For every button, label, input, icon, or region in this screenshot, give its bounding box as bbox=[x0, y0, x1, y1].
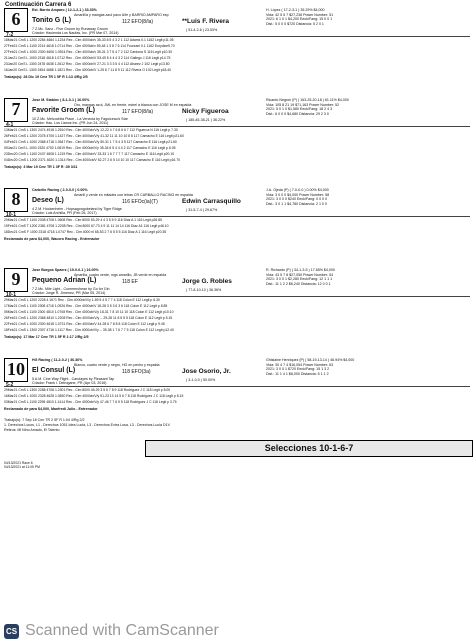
jockey: **Luis F. Rivera bbox=[182, 18, 229, 25]
career-stats-line: 2021: 5 0 1 0 $1,580 Eeck/Fang: 18 2 4 3 bbox=[266, 107, 333, 112]
career-stats-line: Dist.: 11 1 2 2 $6,240 Distancia: 12 0 0 1 bbox=[266, 281, 331, 286]
post-position-box bbox=[4, 188, 28, 212]
past-performance-row bbox=[4, 146, 470, 151]
past-performance-text: 18Dec21 CmS F 1000 2318 4718 1.0747 Rec - Clm 4000 nl 65-53 2 7 6 5 5 5 116 Diaz A 1 116 Legit p20.35 bbox=[4, 230, 167, 234]
past-performance-text: 27Feb21 CmS L 1100 2214 4618 1.0714 Rec - Clm 4000cb/v 59-48 1 3 8 7 6 114 Fourzani 0.1 1162 Eurydice9.70 bbox=[4, 44, 175, 48]
past-performance-row bbox=[4, 328, 470, 333]
morning-line-odds: 10-1 bbox=[6, 212, 17, 218]
past-performance-row bbox=[4, 224, 470, 229]
career-stats-line: Dist.: 6 0 0 0 $4,680 Distancia: 29 2 3 0 bbox=[266, 111, 329, 116]
silks-colors: Amarill/a y mangas azul pavo A/fe y BARRIO AMPARO esp bbox=[74, 13, 169, 17]
career-stats-line: Vida: 105 8 21 19 $71,163 Power Number: 52 bbox=[266, 102, 340, 107]
horse-name: Tonito G (L) bbox=[32, 17, 72, 24]
timestamp-line: 04/13/2021 at 11:05 PM bbox=[4, 465, 40, 469]
past-performance-row bbox=[4, 394, 470, 399]
past-performance-row bbox=[4, 140, 470, 145]
jockey: Edwin Carrasquillo bbox=[182, 198, 241, 205]
career-stats-line: Vida: 42 5 5 7 $27,236 Power Number: 51 bbox=[266, 12, 334, 17]
horse-name: Deseo (L) bbox=[32, 197, 64, 204]
past-performance-text: 21Jan21 CmS L 1000 2318 4618 1.0712 Rec - Clm 4000cb/V 53-49 5 4 4 4 3 2 114 Gallego J 116 Legit p14.75 bbox=[4, 56, 171, 60]
workout-note: Trabajo(s): 17 Mar 17 Cmr TR 1 5F R 1:17 2/Rg 2/5 bbox=[4, 335, 89, 339]
post-position-box bbox=[4, 98, 28, 122]
pedigree: 7 Z.Mc. Sanz - Five Groom by Runaway Groom bbox=[32, 27, 108, 31]
camscanner-watermark bbox=[4, 622, 219, 640]
past-performance-row bbox=[4, 56, 470, 61]
past-performance-text: 13Mar21 CmS L 1300 2474 4918 1.2510 Rec - Clm 4000cb/V/y 12-22 4 7 6 8 6 6 7 112 Figueroa N 116 Legit p 7.30 bbox=[4, 128, 178, 132]
breeder: Criador: Hacienda Los Naufas, Inc. (PR Mar 07, 2014) bbox=[32, 31, 119, 35]
past-performance-text: 20Mar21 CmS T 1100 2308 4708 1.0608 Rec - Clm 8000 53-29 4 4 3 5 5 9 116 Diaz A 1 116 Legit p26.85 bbox=[4, 218, 163, 222]
morning-line-odds: 5-2 bbox=[6, 382, 14, 388]
career-stats-line: 2021: 3 0 0 1 $2,280 Eeck/Fang: 12 1 1 1 bbox=[266, 277, 333, 282]
camscanner-icon: CS bbox=[4, 624, 19, 639]
past-performance-row bbox=[4, 62, 470, 67]
past-performance-row bbox=[4, 400, 470, 405]
breeder: Criador: Frank I. Delrogane, PR (Apr 03, 2016) bbox=[32, 381, 107, 385]
silks-colors: Amarill y verde en mitades con letras CR CARBALLO RACING en espalda bbox=[74, 193, 193, 197]
pedigree: 5 A.M. Cine Way Flight - Carolayes by Pleasant Tap bbox=[32, 377, 115, 381]
breeder: Criador: Hac. Los Llanos Inc. (PR Jun 24, 2011) bbox=[32, 121, 109, 125]
divider bbox=[4, 126, 470, 127]
past-performance-row bbox=[4, 68, 470, 73]
morning-line-odds: 10-1 bbox=[6, 292, 17, 298]
owner: HG Racing ( 11-2-0-2 ) 36.36% bbox=[32, 358, 83, 362]
past-performance-text: 04Feb21 CmS L 1000 2368 4718 1.0547 Rec - Clm 4000cb/V/y 50-31 1 7 5 4 3 5 117 Camacho E 116 Legit p21.60 bbox=[4, 140, 177, 144]
breeder: Criador: Jorge R. Jimenez, PR (Mar 05, 2014) bbox=[32, 291, 106, 295]
horse-name: Pequeno Adrian (L) bbox=[32, 277, 97, 284]
past-performance-row bbox=[4, 134, 470, 139]
career-stats-line: Ghislaine Henriquez (P) ( 58-19-13-14 ) 46.94% $4,000 bbox=[266, 358, 355, 362]
past-performance-text: 18Mar21 CmS L 1200 2284 4684 1.1234 Rec - Clm 4000cb/v 35-33 8 5 4 3 2 1 112 Adams 0.1 1162 Legit p11.05 bbox=[4, 38, 174, 42]
post-position-box bbox=[4, 8, 28, 32]
past-performance-row bbox=[4, 44, 470, 49]
past-performance-text: 16Jan20 CmS L 1300 2454 4688 1.1821 Rec - Clm 4000cb/V 1-25 6 7 11 8 9 11 112 Rivera O 102 Legit p18.40 bbox=[4, 68, 172, 72]
pedigree: 4 Z.M. Hockenheim - Hopsagongobeland by Tiger Ridge bbox=[32, 207, 122, 211]
workout-note: Trabajo(s): 28 Dic 19 Cmr TR 1 5F R 1:13 4/Rg 2/5 bbox=[4, 75, 88, 79]
past-performance-text: 17Mar21 CmS L 1100 2308 4718 1.0926 Rec - Clm 4000cb/V 18-28 3 5 3 6 3 6 118 Colon E 112 Legit p 8.85 bbox=[4, 304, 168, 308]
selections-bar: Selecciones 10-1-6-7 bbox=[145, 440, 473, 457]
past-performance-row bbox=[4, 388, 470, 393]
career-stats-line: 2021: 3 0 0 0 $240 Eeck/Fang: 0 0 0 0 bbox=[266, 197, 328, 202]
trainer-stats: ( 31-5-7-4 ) 29.67% bbox=[186, 208, 218, 212]
past-performance-text: 04Dec20 CmS L 1200 2371 4620 1.1314 Rec - Clm 4000cb/V 52-27 2 6 5 10 10 10 117 Camacho E 116 Legit p16.70 bbox=[4, 158, 180, 162]
career-stats-line: H. López ( 17-2-3-1 ) 35.29% $4,000 bbox=[266, 8, 325, 12]
workout-note: Reclamado de para $4,000, Wacoro Racing - Entrenador bbox=[4, 237, 100, 241]
post-position-number: 6 bbox=[11, 9, 21, 29]
owner: Carbello Racing ( 2-0-0-0 ) 0.00% bbox=[32, 188, 88, 192]
pedigree: 7 Z.Mc. Mile Light - Cummerchean by Go for Gin bbox=[32, 287, 110, 291]
post-position-box bbox=[4, 268, 28, 292]
trainer-stats: ( 77-8-10-10 ) 36.36% bbox=[186, 288, 222, 292]
owner: Jose M. Stabinc ( 8-1-0-1 ) 16.00% bbox=[32, 98, 90, 102]
past-performance-text: 26Feb21 CmS L 1200 2378 4705 1.1427 Rec - Clm 4000cb/V/y 41-32 11 11 10 10 8 6 117 Camacho E 116 Legit p21.60 bbox=[4, 134, 184, 138]
footer-line: Trabajo(s): 7 Sep 18 Cmr TR 2 5F R 1:04 4/Rg 2/2 bbox=[4, 418, 85, 422]
past-performance-row bbox=[4, 310, 470, 315]
trainer-stats: ( 3-1-0-0 ) 50.00% bbox=[186, 378, 216, 382]
past-performance-row bbox=[4, 158, 470, 163]
weight-equipment: 118 EF bbox=[122, 279, 138, 285]
career-stats-line: Vida: 43 5 7 8 $27,050 Power Number: 54 bbox=[266, 272, 334, 277]
past-performance-text: 27Feb21 CmS L 1000 2300 4606 1.0924 Rec - Clm 4000cb/v 35-31 3 7 5 4 7 2 112 Cardona S 116 Legit p10.30 bbox=[4, 50, 173, 54]
jockey: Nicky Figueroa bbox=[182, 108, 229, 115]
past-performance-text: 18Feb21 CmS L 1300 2307 4716 1.1117 Rec - Clm 4000cb/V/y -- 39-38 1 7 6 7 7 5 118 Colon E 112 Legit p12.40 bbox=[4, 328, 174, 332]
weight-equipment: 117 EFO(8/la) bbox=[122, 109, 154, 115]
career-stats-line: J.A. Ojeda (P) ( 7-0-0-0 ) 0.00% $4,000 bbox=[266, 188, 329, 192]
silks-colors: Amarilla, cuatro verde, mgs amarillo, JB verde en espalda bbox=[74, 273, 167, 277]
past-performance-text: 23Jan20 CmS L 1300 2478 4638 1.2612 Rec - Clm 4000cb/V 27-21 3 3 3 5 4 4 112 Abarez J 102 Legit p13.50 bbox=[4, 62, 170, 66]
owner: Est. Barrio Amparo ( 12-1-2-1 ) 33.33% bbox=[32, 8, 97, 12]
past-performance-text: 29Mar21 CmS L 1300 2288 4708 1.2301 Rec - Clm 8000 45-29 3 5 6 7 8 9 118 Rodriguez J C 118 Legit p 8.00 bbox=[4, 388, 171, 392]
morning-line-odds: 4-1 bbox=[6, 122, 14, 128]
divider bbox=[4, 386, 470, 387]
career-stats-line: Dist.: 11 1 4 1 $8,000 Distancia: 5 1 1 2 bbox=[266, 371, 329, 376]
silks-colors: Oro, mangas azul, JML en frente, estrel a blanca con JOSE M en espalda bbox=[74, 103, 192, 107]
past-performance-row bbox=[4, 304, 470, 309]
pedigree: 10 Z.Mc. Melcochita Place - La Venecia by Fagoiceau's Star bbox=[32, 117, 128, 121]
past-performance-row bbox=[4, 230, 470, 235]
weight-equipment: 118 EFO(3a) bbox=[122, 369, 151, 375]
weight-equipment: 116 EFOc(ia)(T) bbox=[122, 199, 158, 205]
footer-line: Retiros: Mi Nino Amado, El Talento bbox=[4, 428, 60, 432]
past-performance-row bbox=[4, 322, 470, 327]
past-performance-row bbox=[4, 218, 470, 223]
past-performance-text: 03Mar21 CmS L 1100 2298 4810 1.1414 Rec - Clm 4000cb/V/y 47-46 7 7 6 5 5 118 Rodriguez J C 118 Legit p 3.75 bbox=[4, 400, 177, 404]
divider bbox=[4, 216, 470, 217]
silks-colors: Blanco, cuatro verde y negro, HG en pecho y espalda bbox=[74, 363, 160, 367]
post-position-number: 8 bbox=[11, 189, 21, 209]
past-performance-text: 05Mar21 CmS L 1100 2300 4810 1.0708 Rec - Clm 4000cb/V/y 18-31 7 8 10 11 10 118 Colon E 112 Legit p10.10 bbox=[4, 310, 174, 314]
footer-line: 1. Derechos Locos, L1 - Derechos 1051 Idea Lucia, L3 - Derechos Extra Lusa, L3 - Derechos Lucia D1V bbox=[4, 423, 171, 427]
workout-note: Reclamado de para $4,000, Manfredi Julio - Entrenador bbox=[4, 407, 98, 411]
career-stats-line: Ricardo Negron (P) ( 163-25-20-18 ) 61.11% $4,000 bbox=[266, 98, 349, 102]
career-stats-line: Dist.: 5 0 0 0 $720 Distancia: 5 2 0 1 bbox=[266, 21, 324, 26]
past-performance-row bbox=[4, 298, 470, 303]
past-performance-text: 23Dec20 CmS L 1100 2437 4808 1.1219 Rec - Clm 4000cb/V 33-33 1 6 7 7 7 7 117 Camacho E 116 Legit p20.10 bbox=[4, 152, 175, 156]
past-performance-text: 26Feb21 CmS L 1200 2368 4810 1.2208 Rec - Clm 4000cb/V/y -- 29-28 11 8 5 5 5 118 Colon E 112 Legit p 5.15 bbox=[4, 316, 173, 320]
trainer-stats: ( 51-4-2-6 ) 23.53% bbox=[186, 28, 218, 32]
divider bbox=[4, 296, 470, 297]
divider bbox=[4, 36, 470, 37]
morning-line-odds: 7-2 bbox=[6, 32, 14, 38]
past-performance-text: 09Jan21 CmS L 1000 2320 4700 1.0819 Rec - Clm 4000cb/V/y 35-34 6 5 4 4 4 2 117 Camacho E 116 Legit p 6.05 bbox=[4, 146, 176, 150]
career-stats-line: Dist.: 3 0 1 1 $4,780 Distancia: 2 1 0 0 bbox=[266, 201, 327, 206]
horse-name: El Consul (L) bbox=[32, 367, 76, 374]
post-position-box bbox=[4, 358, 28, 382]
past-performance-row bbox=[4, 128, 470, 133]
owner: Jose Burgos Spaerz ( 19-0-0-1 ) 16.00% bbox=[32, 268, 99, 272]
weight-equipment: 112 EFO(8/la) bbox=[122, 19, 154, 25]
post-position-number: 7 bbox=[11, 99, 21, 119]
jockey: Jose Osorio, Jr. bbox=[182, 368, 231, 375]
past-performance-row bbox=[4, 50, 470, 55]
trainer-stats: ( 185-45-38-21 ) 36.22% bbox=[186, 118, 226, 122]
past-performance-text: 29Mar21 CmS L 1200 2228 4 1671 Rec - Clm 4000cb/V/y 1-59 5 4 5 7 7 4 118 Colon E 112 Legit p 6.30 bbox=[4, 298, 160, 302]
workout-note: Trabajo(s): 3 Mar 19 Cmr TR 1 3F R :39 3/11 bbox=[4, 165, 78, 169]
past-performance-row bbox=[4, 316, 470, 321]
past-performance-text: 22Feb21 CmS L 1000 2300 4618 1.0731 Rec - Clm 4000cb/V 44-28 6 7 8 8 8 118 Colon E 112 Legit p 9.45 bbox=[4, 322, 165, 326]
career-stats-line: 2021: 6 1 0 1 $4,200 Eeck/Fang: 15 0 0 1 bbox=[266, 17, 333, 22]
jockey: Jorge G. Robles bbox=[182, 278, 232, 285]
past-performance-row bbox=[4, 38, 470, 43]
career-stats-line: Vida: 3 0 0 0 $4,000 Power Number: 58 bbox=[266, 192, 330, 197]
breeder: Criador: Luis Archilla, PR (Feb 26, 2017) bbox=[32, 211, 97, 215]
career-stats-line: R. Richardo (P) ( 34-1-3-5 ) 17.65% $4,000 bbox=[266, 268, 335, 272]
past-performance-text: 19Feb21 CmS T 1200 2381 4708 1.2208 Rec - Clm 8000 67-73 4 9 11 11 14 14 116 Diaz A1 116 Legit p46.10 bbox=[4, 224, 169, 228]
post-position-number: 9 bbox=[11, 269, 21, 289]
past-performance-row bbox=[4, 152, 470, 157]
horse-name: Favorite Groom (L) bbox=[32, 107, 96, 114]
past-performance-text: 16Mar21 CmS L 1000 2328 4628 1.0830 Rec - Clm 4000cb/V/y 51-23 13 14 5 6 7 8 118 Rodriguez J C 118 Legit p 8.15 bbox=[4, 394, 184, 398]
post-position-number: 10 bbox=[7, 359, 25, 379]
career-stats-line: Vida: 30 4 7 4 $16,054 Power Number: 63 bbox=[266, 362, 334, 367]
race-header: Continuación Carrera 6 bbox=[5, 2, 72, 8]
timestamp bbox=[4, 461, 40, 469]
watermark-text: Scanned with CamScanner bbox=[25, 622, 219, 639]
timestamp-line: 04/13/2021 Race 6 bbox=[4, 461, 33, 465]
career-stats-line: 2021: 3 0 0 1 $720 Eeck/Fang: 15 1 3 2 bbox=[266, 367, 330, 372]
